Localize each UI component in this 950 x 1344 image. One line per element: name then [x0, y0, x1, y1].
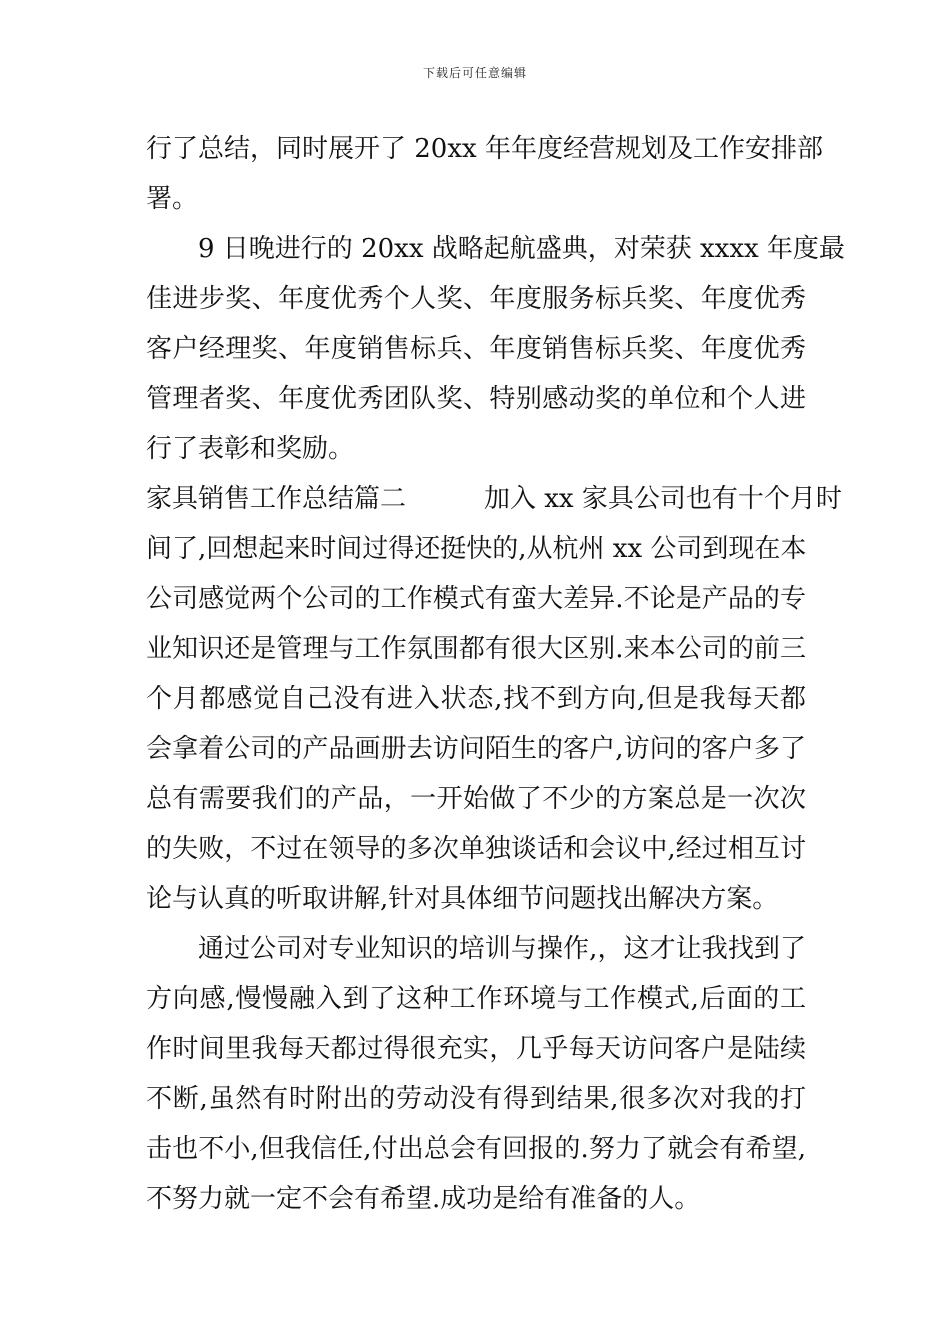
paragraph — [146, 924, 806, 1224]
text-line: 论与认真的听取讲解,针对具体细节问题找出解决方案。 — [146, 884, 779, 914]
text-line: 公司感觉两个公司的工作模式有蛮大差异.不论是产品的专 — [146, 584, 806, 614]
text-line: 的失败，不过在领导的多次单独谈话和会议中,经过相互讨 — [146, 834, 806, 864]
text-line: 管理者奖、年度优秀团队奖、特别感动奖的单位和个人进 — [146, 384, 806, 414]
text-line: 不断,虽然有时附出的劳动没有得到结果,很多次对我的打 — [146, 1084, 806, 1114]
text-line: 署。 — [146, 184, 199, 214]
document-body — [146, 124, 845, 1224]
paragraph — [146, 474, 842, 924]
paragraph — [146, 224, 845, 474]
text-line: 客户经理奖、年度销售标兵、年度销售标兵奖、年度优秀 — [146, 334, 806, 364]
text-line: 行了总结，同时展开了 20xx 年年度经营规划及工作安排部 — [146, 134, 823, 164]
page-header: 下载后可任意编辑 — [422, 66, 527, 80]
text-line: 间了,回想起来时间过得还挺快的,从杭州 xx 公司到现在本 — [146, 534, 807, 564]
text-line: 方向感,慢慢融入到了这种工作环境与工作模式,后面的工 — [146, 984, 806, 1014]
text-line: 不努力就一定不会有希望.成功是给有准备的人。 — [146, 1184, 701, 1214]
text-line: 个月都感觉自己没有进入状态,找不到方向,但是我每天都 — [146, 684, 806, 714]
text-line: 会拿着公司的产品画册去访问陌生的客户,访问的客户多了 — [146, 734, 806, 764]
text-line: 9 日晚进行的 20xx 战略起航盛典，对荣获 xxxx 年度最 — [198, 234, 845, 264]
paragraph — [146, 124, 823, 224]
text-line: 击也不小,但我信任,付出总会有回报的.努力了就会有希望, — [146, 1134, 806, 1164]
text-line: 作时间里我每天都过得很充实，几乎每天访问客户是陆续 — [146, 1034, 806, 1064]
text-line: 总有需要我们的产品，一开始做了不少的方案总是一次次 — [146, 784, 806, 814]
text-line: 业知识还是管理与工作氛围都有很大区别.来本公司的前三 — [146, 634, 806, 664]
text-line: 通过公司对专业知识的培训与操作,，这才让我找到了 — [198, 934, 806, 964]
text-line: 行了表彰和奖励。 — [146, 434, 355, 464]
text-line: 佳进步奖、年度优秀个人奖、年度服务标兵奖、年度优秀 — [146, 284, 806, 314]
text-line: 家具销售工作总结篇二 加入 xx 家具公司也有十个月时 — [146, 484, 842, 514]
